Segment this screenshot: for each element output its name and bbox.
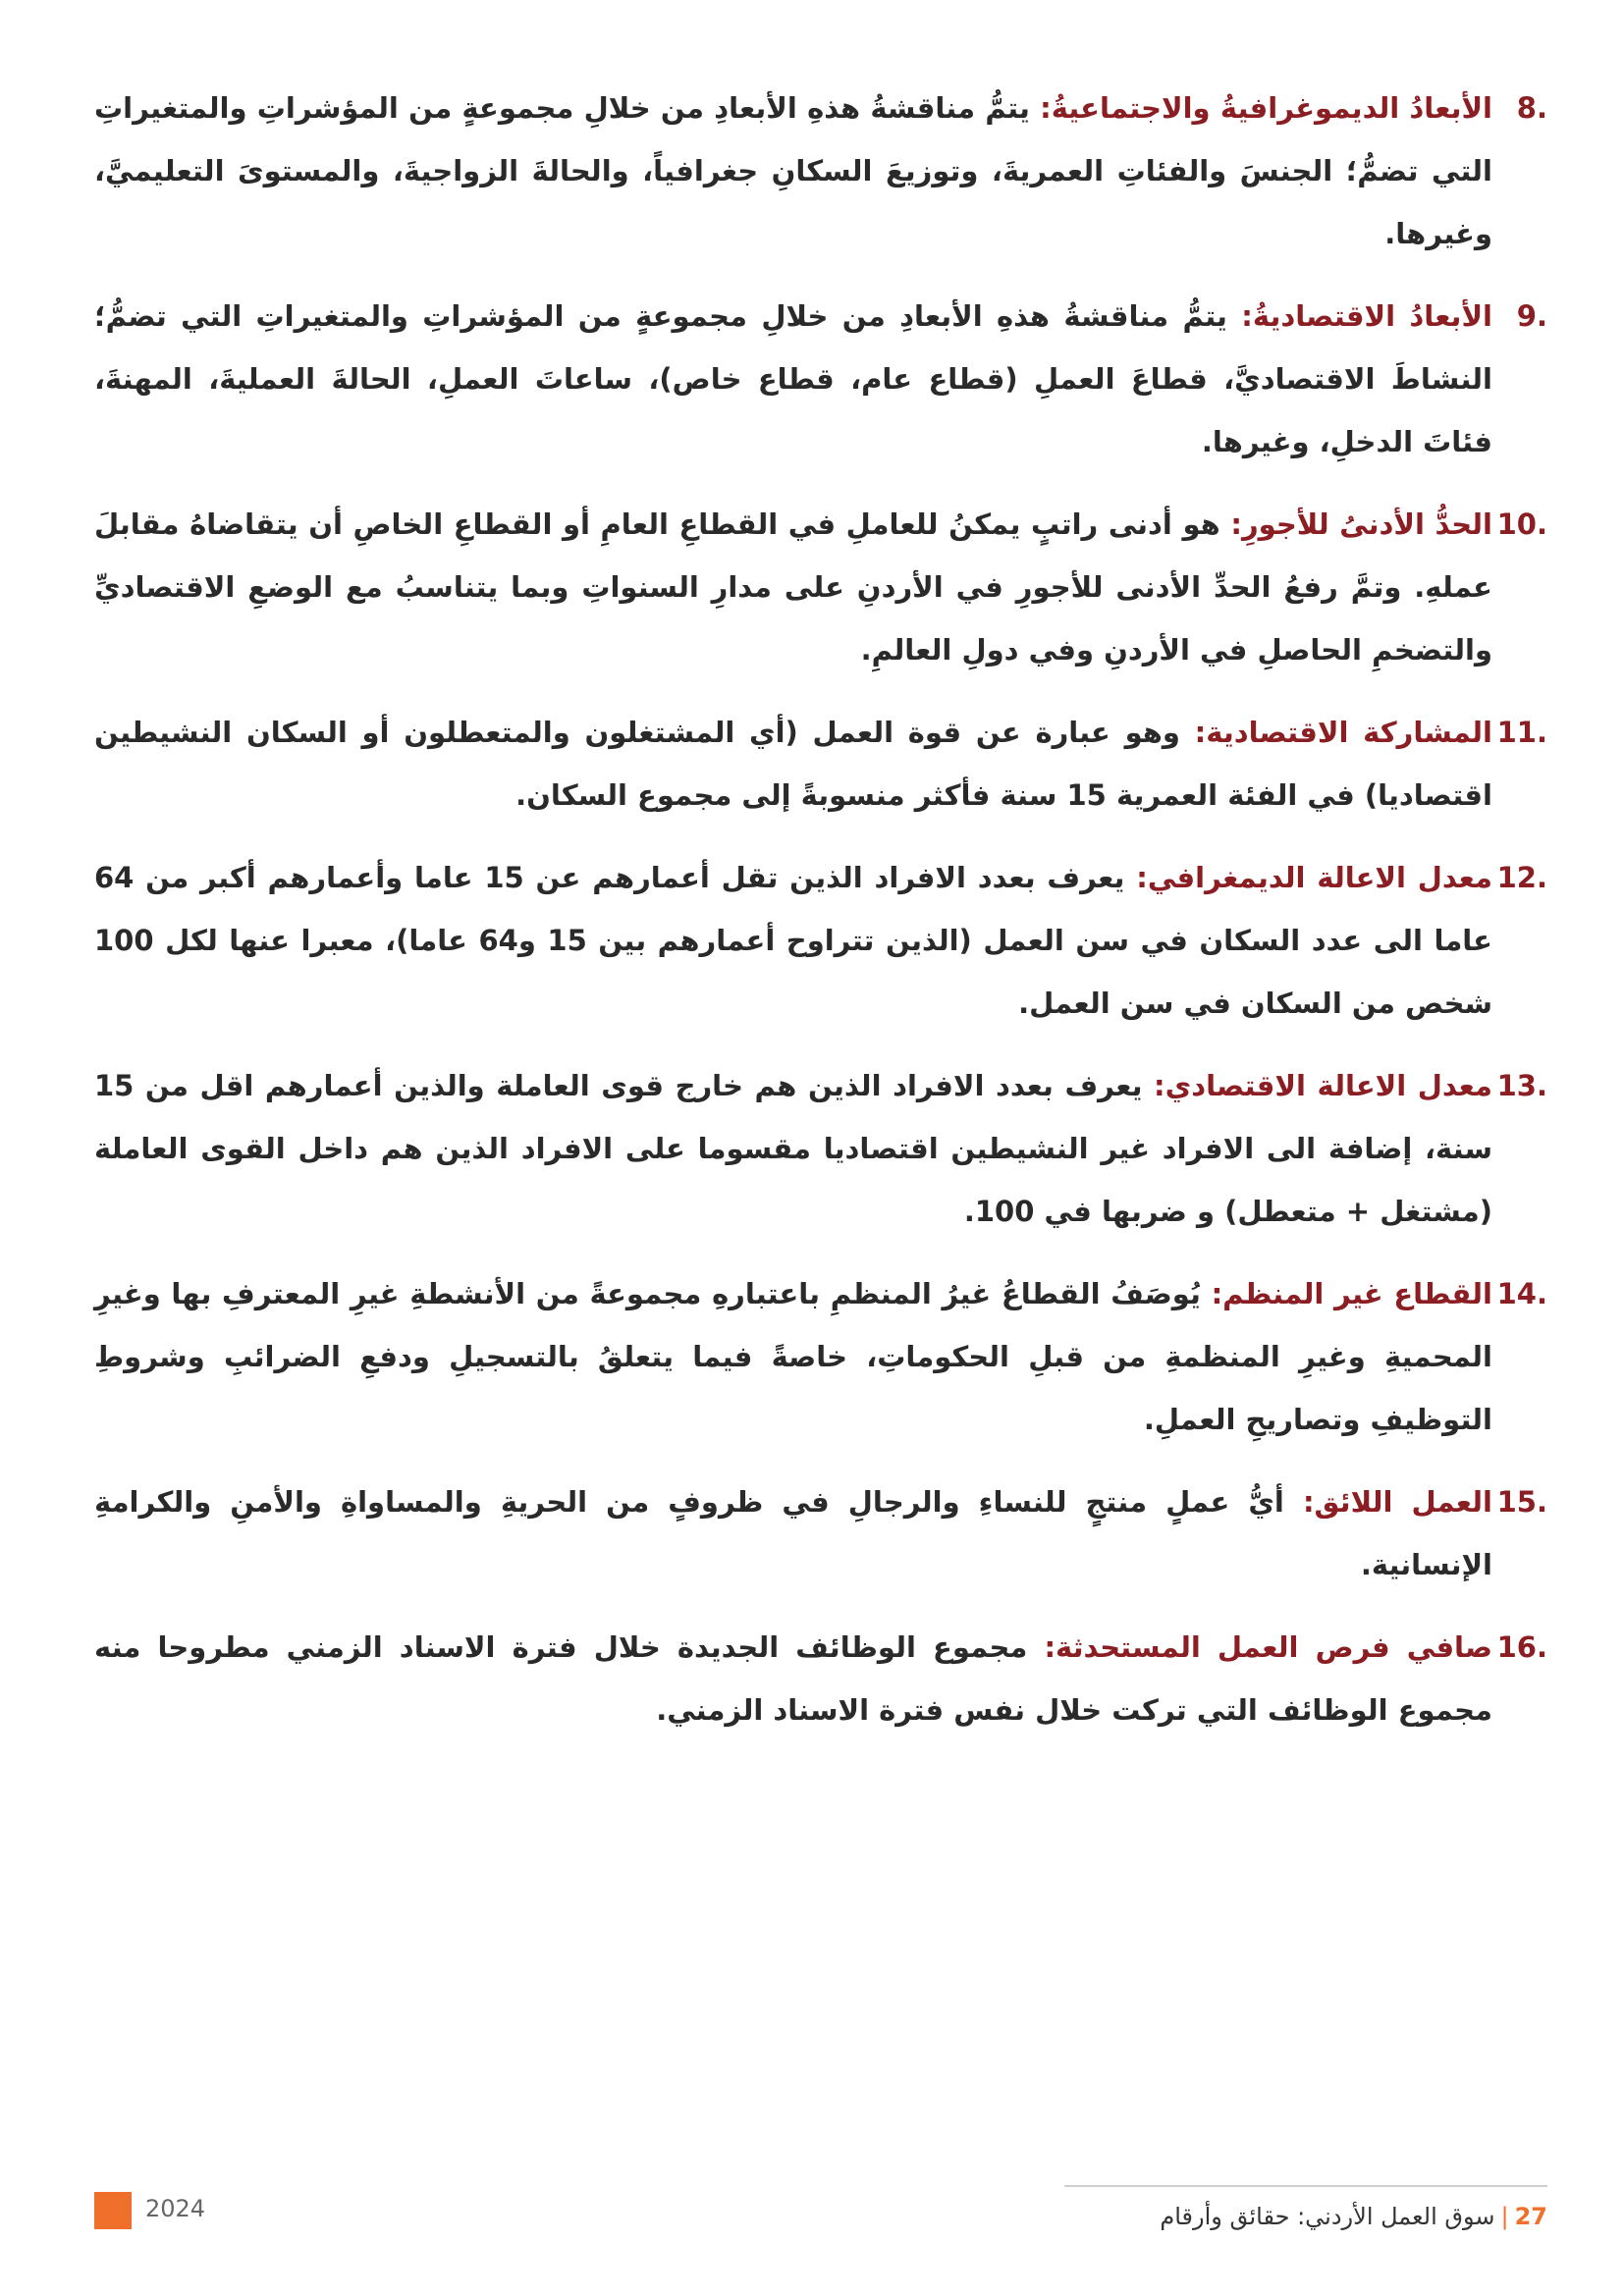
- footer-separator: |: [1500, 2203, 1509, 2230]
- publication-title: سوق العمل الأردني: حقائق وأرقام: [1160, 2203, 1495, 2230]
- item-definition: يُوصَفُ القطاعُ غيرُ المنظمِ باعتبارهِ مجموعةً من الأنشطةِ غيرِ المعترفِ بها وغيرِ المحميةِ وغيرِ المنظمةِ من قبلِ الحكوماتِ، خاصةً فيما يتعلقُ بالتسجيلِ ودفعِ الضرائبِ وشروطِ التوظيفِ وتصاريحِ العملِ.: [94, 1277, 1492, 1436]
- item-term: القطاع غير المنظم:: [1211, 1277, 1492, 1310]
- item-number: 15.: [1496, 1485, 1547, 1519]
- item-term: المشاركة الاقتصادية:: [1194, 716, 1492, 749]
- item-term: العمل اللائق:: [1302, 1485, 1493, 1519]
- item-number: 9.: [1516, 299, 1547, 333]
- definition-item: [94, 1054, 1547, 1243]
- item-term: الحدُّ الأدنىُ للأجورِ:: [1230, 507, 1492, 541]
- item-number: 12.: [1496, 861, 1547, 894]
- footer-year: 2024: [145, 2195, 206, 2222]
- item-number: 10.: [1496, 507, 1547, 541]
- item-definition: يعرف بعدد الافراد الذين تقل أعمارهم عن 15 عاما وأعمارهم أكبر من 64 عاما الى عدد السكان في سن العمل (الذين تتراوح أعمارهم بين 15 و64 عاما)، معبرا عنها لكل 100 شخص من السكان في سن العمل.: [94, 861, 1492, 1020]
- definitions-list: [94, 77, 1547, 1761]
- footer-accent-square: [94, 2192, 132, 2229]
- definition-item: [94, 77, 1547, 265]
- definition-item: [94, 846, 1547, 1035]
- item-term: معدل الاعالة الديمغرافي:: [1136, 861, 1492, 894]
- item-definition: وهو عبارة عن قوة العمل (أي المشتغلون والمتعطلون أو السكان النشيطين اقتصاديا) في الفئة العمرية 15 سنة فأكثر منسوبةً إلى مجموع السكان.: [94, 716, 1492, 812]
- item-definition: يتمُّ مناقشةُ هذهِ الأبعادِ من خلالِ مجموعةٍ من المؤشراتِ والمتغيراتِ التي تضمُّ؛ النشاطَ الاقتصاديَّ، قطاعَ العملِ (قطاع عام، قطاع خاص)، ساعاتَ العملِ، الحالةَ العمليةَ، المهنةَ، فئاتَ الدخلِ، وغيرها.: [94, 299, 1492, 458]
- item-definition: أيُّ عملٍ منتجٍ للنساءِ والرجالِ في ظروفٍ من الحريةِ والمساواةِ والأمنِ والكرامةِ الإنسانية.: [94, 1485, 1492, 1581]
- definition-item: [94, 1616, 1547, 1741]
- item-term: معدل الاعالة الاقتصادي:: [1154, 1069, 1492, 1102]
- item-number: 8.: [1516, 91, 1547, 125]
- item-definition: يعرف بعدد الافراد الذين هم خارج قوى العاملة والذين أعمارهم اقل من 15 سنة، إضافة الى الافراد غير النشيطين اقتصاديا مقسوما على الافراد الذين هم داخل القوى العاملة (مشتغل + متعطل) و ضربها في 100.: [94, 1069, 1492, 1228]
- item-term: الأبعادُ الديموغرافيةُ والاجتماعيةُ:: [1040, 91, 1492, 125]
- page-number: 27: [1514, 2203, 1547, 2230]
- item-term: صافي فرص العمل المستحدثة:: [1044, 1630, 1492, 1664]
- footer-page-info: [1160, 2203, 1547, 2230]
- item-term: الأبعادُ الاقتصاديةُ:: [1241, 299, 1492, 333]
- definition-item: [94, 1262, 1547, 1451]
- definition-item: [94, 285, 1547, 473]
- definition-item: [94, 701, 1547, 827]
- item-number: 16.: [1496, 1630, 1547, 1664]
- item-number: 13.: [1496, 1069, 1547, 1102]
- item-number: 11.: [1496, 716, 1547, 749]
- item-definition: هو أدنى راتبٍ يمكنُ للعاملِ في القطاعِ العامِ أو القطاعِ الخاصِ أن يتقاضاهُ مقابلَ عملهِ. وتمَّ رفعُ الحدِّ الأدنى للأجورِ في الأردنِ على مدارِ السنواتِ وبما يتناسبُ مع الوضعِ الاقتصاديِّ والتضخمِ الحاصلِ في الأردنِ وفي دولِ العالمِ.: [94, 507, 1492, 667]
- item-number: 14.: [1496, 1277, 1547, 1310]
- item-definition: مجموع الوظائف الجديدة خلال فترة الاسناد الزمني مطروحا منه مجموع الوظائف التي تركت خلال نفس فترة الاسناد الزمني.: [94, 1630, 1492, 1727]
- definition-item: [94, 1470, 1547, 1596]
- definition-item: [94, 493, 1547, 681]
- item-definition: يتمُّ مناقشةُ هذهِ الأبعادِ من خلالِ مجموعةٍ من المؤشراتِ والمتغيراتِ التي تضمُّ؛ الجنسَ والفئاتِ العمريةَ، وتوزيعَ السكانِ جغرافياً، والحالةَ الزواجيةَ، والمستوىَ التعليميَّ، وغيرها.: [94, 91, 1492, 250]
- footer-divider: [1064, 2185, 1547, 2187]
